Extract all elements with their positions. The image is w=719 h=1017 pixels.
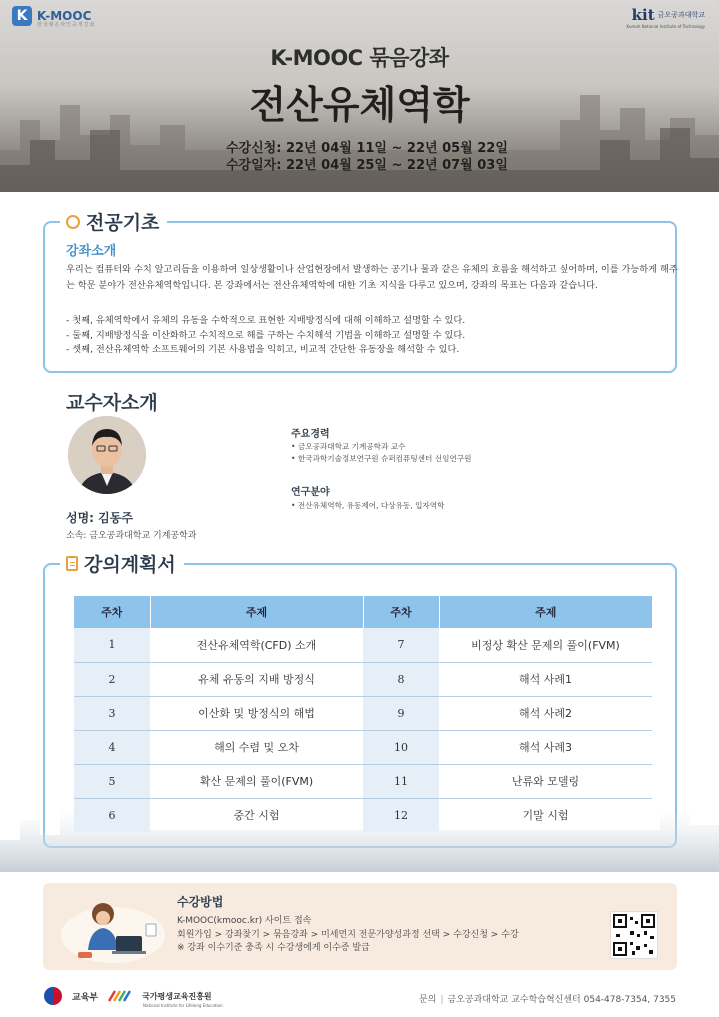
research-field-list <box>291 500 444 512</box>
syllabus-table <box>74 596 652 832</box>
goal-item: - 둘째, 지배방정식을 이산화하고 수치적으로 해를 구하는 수치해석 기법을 이해하고 설명할 수 있다. <box>66 329 466 341</box>
nile-logo-icon <box>108 989 132 1003</box>
goals-list <box>66 314 678 358</box>
study-period-label: 수강일자: <box>226 158 282 173</box>
study-period <box>226 154 508 173</box>
topic-cell: 이산화 및 방정식의 해법 <box>150 696 363 730</box>
enrollment-step: 회원가입 > 강좌찾기 > 묶음강좌 > 미세먼지 전문가양성과정 선택 > 수강신청 > 수강 <box>177 929 519 940</box>
week-cell: 6 <box>74 798 150 832</box>
topic-cell: 해의 수렴 및 오차 <box>150 730 363 764</box>
professor-name: 성명: 김동주 <box>66 511 133 525</box>
career-list <box>291 441 471 465</box>
nile-logo-text: 국가평생교육진흥원 <box>142 991 212 1001</box>
sun-icon <box>66 215 80 229</box>
kit-logo <box>632 6 705 24</box>
career-heading: 주요경력 <box>291 429 330 440</box>
table-row <box>74 730 652 764</box>
week-cell: 4 <box>74 730 150 764</box>
qr-code-icon <box>611 912 657 958</box>
intro-section-title-text: 전공기초 <box>86 212 160 234</box>
nile-logo-subtitle: National Institute for Lifelong Education <box>143 1003 223 1008</box>
intro-paragraph: 우리는 컴퓨터와 수치 알고리듬을 이용하여 일상생활이나 산업현장에서 발생하는 공기나 물과 같은 유체의 흐름을 해석하고 싶어하며, 이를 가능하게 해주는 학문 분야가 전산유체역학입니다. 본 강좌에서는 전산유체역학에 대한 기초 지식을 다루고 있으며, 강좌의 목표는 다음과 같습니다. <box>66 264 678 291</box>
enroll-period-label: 수강신청: <box>226 141 282 156</box>
header-week: 주차 <box>74 596 150 628</box>
syllabus-section-title-text: 강의계획서 <box>84 554 176 576</box>
professor-photo <box>68 416 146 494</box>
syllabus-section-title <box>60 550 184 577</box>
moe-emblem-icon <box>44 987 62 1005</box>
kmooc-logo-subtitle: 한국형온라인공개강좌 <box>37 22 96 28</box>
professor-affiliation: 소속: 금오공과대학교 기계공학과 <box>66 531 197 541</box>
topic-cell: 비정상 확산 문제의 풀이(FVM) <box>439 628 652 662</box>
series-title: K-MOOC 묶음강좌 <box>270 46 449 70</box>
table-row <box>74 798 652 832</box>
kit-logo-subtitle: Kumoh National Institute of Technology <box>626 24 705 29</box>
enrollment-step: K-MOOC(kmooc.kr) 사이트 접속 <box>177 916 312 926</box>
research-field-heading: 연구분야 <box>291 487 330 498</box>
student-laptop-illustration <box>58 890 168 965</box>
goal-item: - 첫째, 유체역학에서 유체의 유동을 수학적으로 표현한 지배방정식에 대해 이해하고 설명할 수 있다. <box>66 315 466 326</box>
table-header-row <box>74 596 652 628</box>
qr-code[interactable] <box>610 911 658 959</box>
enrollment-step: ※ 강좌 이수기준 충족 시 수강생에게 이수증 발급 <box>177 943 370 954</box>
enroll-period-value: 22년 04월 11일 ~ 22년 05월 22일 <box>285 141 508 156</box>
enrollment-title: 수강방법 <box>177 895 224 909</box>
week-cell: 10 <box>363 730 439 764</box>
week-cell: 11 <box>363 764 439 798</box>
week-cell: 5 <box>74 764 150 798</box>
career-item: • 한국과학기술정보연구원 슈퍼컴퓨팅센터 선임연구원 <box>291 454 472 463</box>
table-row <box>74 662 652 696</box>
goal-item: - 셋째, 전산유체역학 소프트웨어의 기본 사용법을 익히고, 비교적 간단한 유동장을 해석할 수 있다. <box>66 344 460 355</box>
contact-info: 문의 | 금오공과대학교 교수학습혁신센터 054-478-7354, 7355 <box>419 995 676 1005</box>
study-period-value: 22년 04월 25일 ~ 22년 07월 03일 <box>285 158 508 173</box>
research-field-item: • 전산유체역학, 유동제어, 다상유동, 입자역학 <box>291 501 445 510</box>
header-topic: 주제 <box>439 596 652 628</box>
topic-cell: 확산 문제의 풀이(FVM) <box>150 764 363 798</box>
contact-label: 문의 <box>419 995 437 1005</box>
topic-cell: 중간 시험 <box>233 809 280 823</box>
header-topic: 주제 <box>150 596 363 628</box>
professor-portrait-icon <box>68 416 146 494</box>
professor-section-title: 교수자소개 <box>66 392 158 414</box>
kit-logo-mark: kit <box>631 6 655 24</box>
document-icon <box>66 556 78 571</box>
topic-cell: 전산유체역학(CFD) 소개 <box>150 628 363 662</box>
topic-cell: 유체 유동의 지배 방정식 <box>150 662 363 696</box>
week-cell: 1 <box>74 628 150 662</box>
kmooc-logo-icon: K <box>12 6 32 26</box>
career-item: • 금오공과대학교 기계공학과 교수 <box>291 442 406 451</box>
table-row <box>74 628 652 662</box>
enrollment-steps <box>177 915 519 956</box>
topic-cell: 기말 시험 <box>522 809 569 823</box>
kmooc-logo-text: K-MOOC <box>37 9 92 23</box>
topic-cell: 해석 사례2 <box>439 696 652 730</box>
intro-section-title <box>60 208 167 235</box>
contact-value: 금오공과대학교 교수학습혁신센터 054-478-7354, 7355 <box>447 995 676 1005</box>
week-cell: 7 <box>363 628 439 662</box>
header-banner <box>0 0 719 192</box>
table-row <box>74 696 652 730</box>
topic-cell: 해석 사례1 <box>439 662 652 696</box>
topic-cell: 난류와 모델링 <box>439 764 652 798</box>
topic-cell: 해석 사례3 <box>439 730 652 764</box>
week-cell: 9 <box>363 696 439 730</box>
week-cell: 8 <box>363 662 439 696</box>
week-cell: 12 <box>363 798 439 832</box>
header-week: 주차 <box>363 596 439 628</box>
table-row <box>74 764 652 798</box>
week-cell: 3 <box>74 696 150 730</box>
week-cell: 2 <box>74 662 150 696</box>
intro-subheading: 강좌소개 <box>66 244 117 259</box>
course-title: 전산유체역학 <box>249 83 470 127</box>
moe-logo-text: 교육부 <box>72 992 99 1003</box>
kit-logo-name: 금오공과대학교 <box>657 11 705 19</box>
